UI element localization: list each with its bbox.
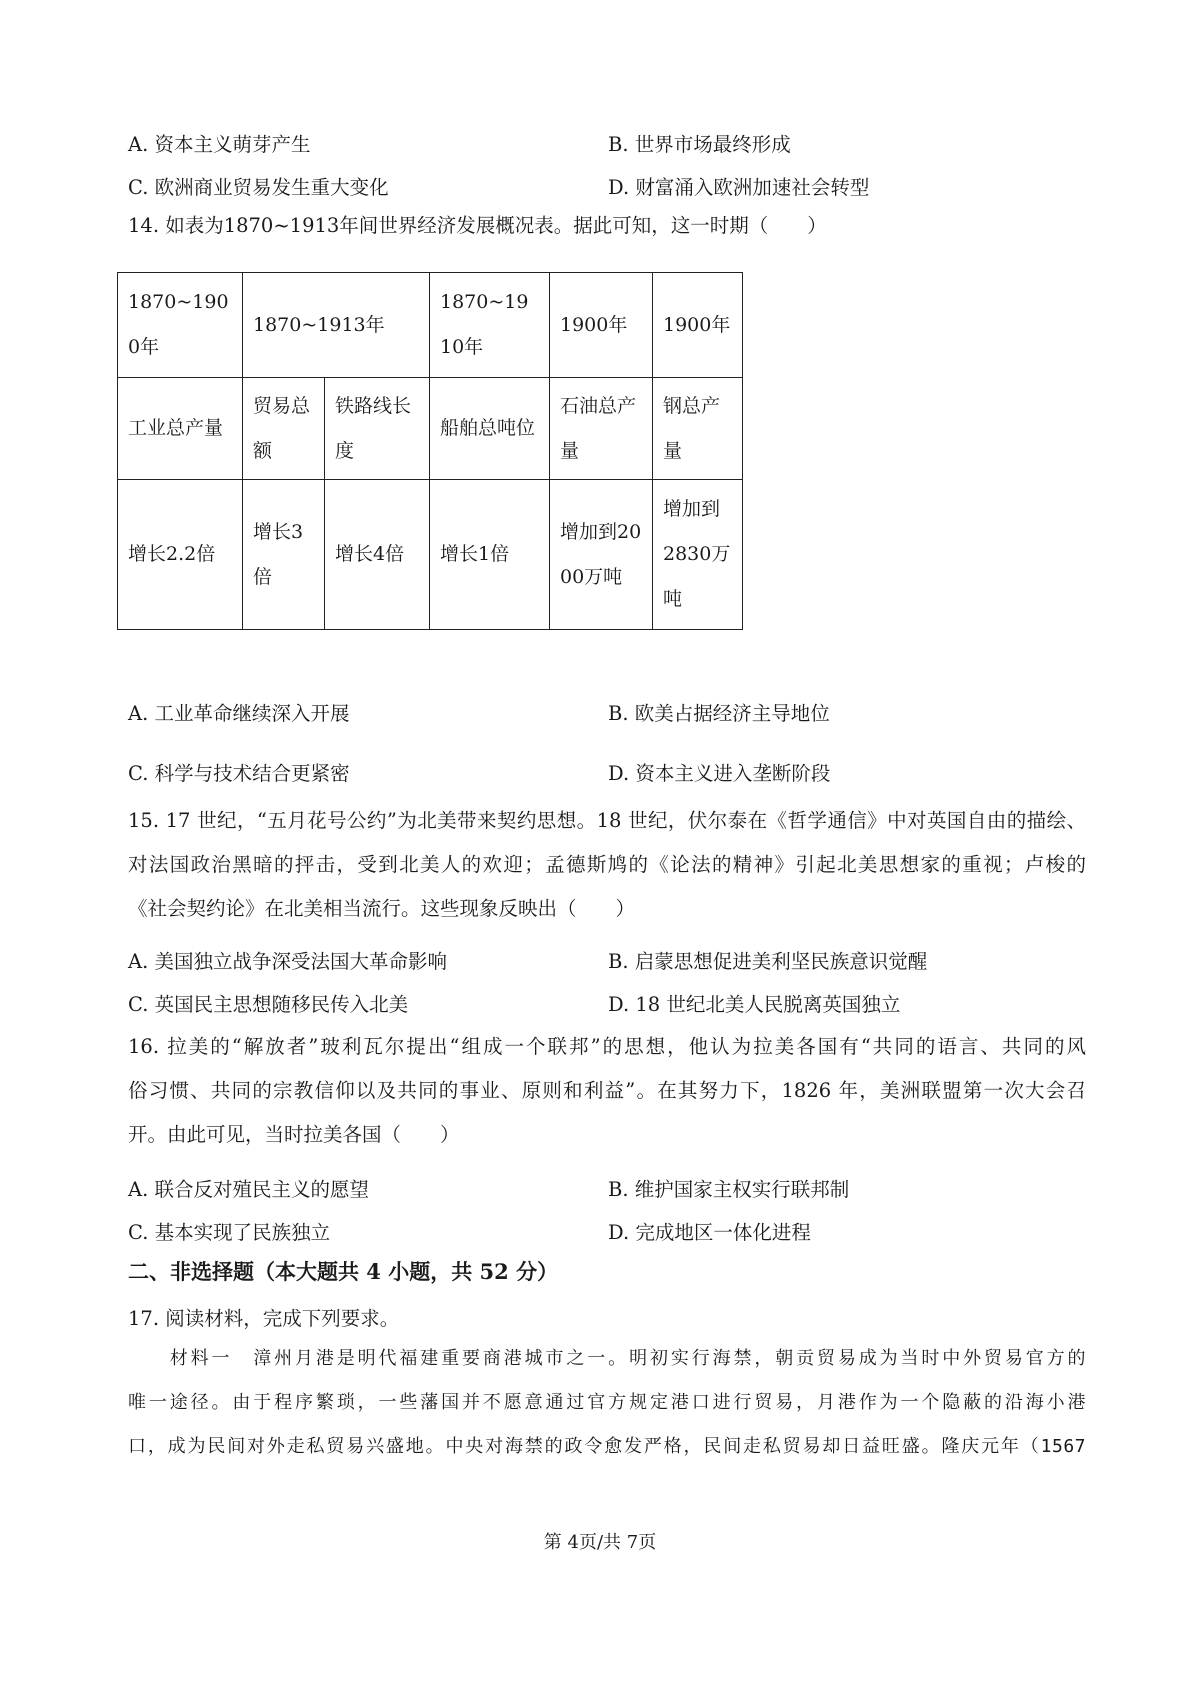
q14-options-row-1 (128, 698, 1088, 724)
q16-stem-line: 16. 拉美的“解放者”玻利瓦尔提出“组成一个联邦”的思想，他认为拉美各国有“共同的语言、共同的风 (128, 1035, 1086, 1058)
table-cell-value: 增长1倍 (430, 480, 550, 630)
section-2-title: 二、非选择题（本大题共 4 小题，共 52 分） (128, 1259, 559, 1284)
economy-table (117, 272, 743, 630)
q15-option-d[interactable]: D. 18 世纪北美人民脱离英国独立 (608, 993, 901, 1016)
q13-option-d[interactable]: D. 财富涌入欧洲加速社会转型 (608, 176, 870, 199)
table-cell-value: 增长2.2倍 (118, 480, 243, 630)
q14-option-c[interactable]: C. 科学与技术结合更紧密 (128, 762, 350, 785)
table-cell-value: 增长4倍 (325, 480, 430, 630)
q16-options-row-2 (128, 1217, 1088, 1243)
q14-option-a[interactable]: A. 工业革命继续深入开展 (128, 702, 350, 725)
q15-option-a[interactable]: A. 美国独立战争深受法国大革命影响 (128, 950, 447, 973)
table-cell-period: 1870~1910年 (430, 273, 550, 378)
table-cell-period: 1870~1900年 (118, 273, 243, 378)
q17-material-line: 材料一 漳州月港是明代福建重要商港城市之一。明初实行海禁，朝贡贸易成为当时中外贸易官方的 (128, 1348, 1086, 1369)
q15-options-row-1 (128, 946, 1088, 972)
table-cell-indicator: 贸易总额 (243, 378, 325, 480)
table-cell-indicator: 船舶总吨位 (430, 378, 550, 480)
table-cell-period: 1870~1913年 (243, 273, 430, 378)
table-cell-period: 1900年 (653, 273, 743, 378)
table-cell-indicator: 铁路线长度 (325, 378, 430, 480)
q15-option-b[interactable]: B. 启蒙思想促进美利坚民族意识觉醒 (608, 950, 928, 973)
table-cell-indicator: 钢总产量 (653, 378, 743, 480)
q14-option-b[interactable]: B. 欧美占据经济主导地位 (608, 702, 830, 725)
q15-stem (128, 806, 1086, 938)
table-row-indicators (118, 378, 743, 480)
q17-material-line: 口，成为民间对外走私贸易兴盛地。中央对海禁的政令愈发严格，民间走私贸易却日益旺盛。隆庆元年（1567 (128, 1436, 1086, 1457)
page-number: 第 4页/共 7页 (543, 1532, 657, 1553)
table-cell-value: 增加到2830万吨 (653, 480, 743, 630)
table-cell-value: 增加到2000万吨 (550, 480, 653, 630)
q16-options-row-1 (128, 1174, 1088, 1200)
q16-option-b[interactable]: B. 维护国家主权实行联邦制 (608, 1178, 850, 1201)
q16-option-c[interactable]: C. 基本实现了民族独立 (128, 1221, 331, 1244)
q16-stem-line: 开。由此可见，当时拉美各国（ ） (128, 1123, 460, 1146)
table-cell-indicator: 工业总产量 (118, 378, 243, 480)
q17-material-line: 唯一途径。由于程序繁琐，一些藩国并不愿意通过官方规定港口进行贸易，月港作为一个隐蔽的沿海小港 (128, 1392, 1086, 1413)
q15-option-c[interactable]: C. 英国民主思想随移民传入北美 (128, 993, 409, 1016)
q16-option-d[interactable]: D. 完成地区一体化进程 (608, 1221, 811, 1244)
q17-material (128, 1344, 1086, 1476)
q14-options-row-2 (128, 758, 1088, 784)
q16-stem (128, 1032, 1086, 1164)
q13-option-c[interactable]: C. 欧洲商业贸易发生重大变化 (128, 176, 389, 199)
q16-stem-line: 俗习惯、共同的宗教信仰以及共同的事业、原则和利益”。在其努力下，1826 年，美洲联盟第一次大会召 (128, 1079, 1086, 1102)
table-cell-value: 增长3倍 (243, 480, 325, 630)
q15-options-row-2 (128, 989, 1088, 1015)
q14-option-d[interactable]: D. 资本主义进入垄断阶段 (608, 762, 831, 785)
table-cell-period: 1900年 (550, 273, 653, 378)
q14-stem: 14. 如表为1870~1913年间世界经济发展概况表。据此可知，这一时期（ ） (128, 214, 827, 237)
q13-option-a[interactable]: A. 资本主义萌芽产生 (128, 133, 311, 156)
q13-option-b[interactable]: B. 世界市场最终形成 (608, 133, 791, 156)
q15-stem-line: 《社会契约论》在北美相当流行。这些现象反映出（ ） (128, 897, 636, 920)
q17-stem: 17. 阅读材料，完成下列要求。 (128, 1307, 400, 1330)
q13-options-row-2 (128, 172, 1088, 198)
table-row-values (118, 480, 743, 630)
q15-stem-line: 对法国政治黑暗的抨击，受到北美人的欢迎；孟德斯鸠的《论法的精神》引起北美思想家的重视；卢梭的 (128, 853, 1086, 876)
q15-stem-line: 15. 17 世纪，“五月花号公约”为北美带来契约思想。18 世纪，伏尔泰在《哲学通信》中对英国自由的描绘、 (128, 809, 1086, 832)
table-cell-indicator: 石油总产量 (550, 378, 653, 480)
table-row-periods (118, 273, 743, 378)
q13-options-row-1 (128, 129, 1088, 155)
q16-option-a[interactable]: A. 联合反对殖民主义的愿望 (128, 1178, 369, 1201)
